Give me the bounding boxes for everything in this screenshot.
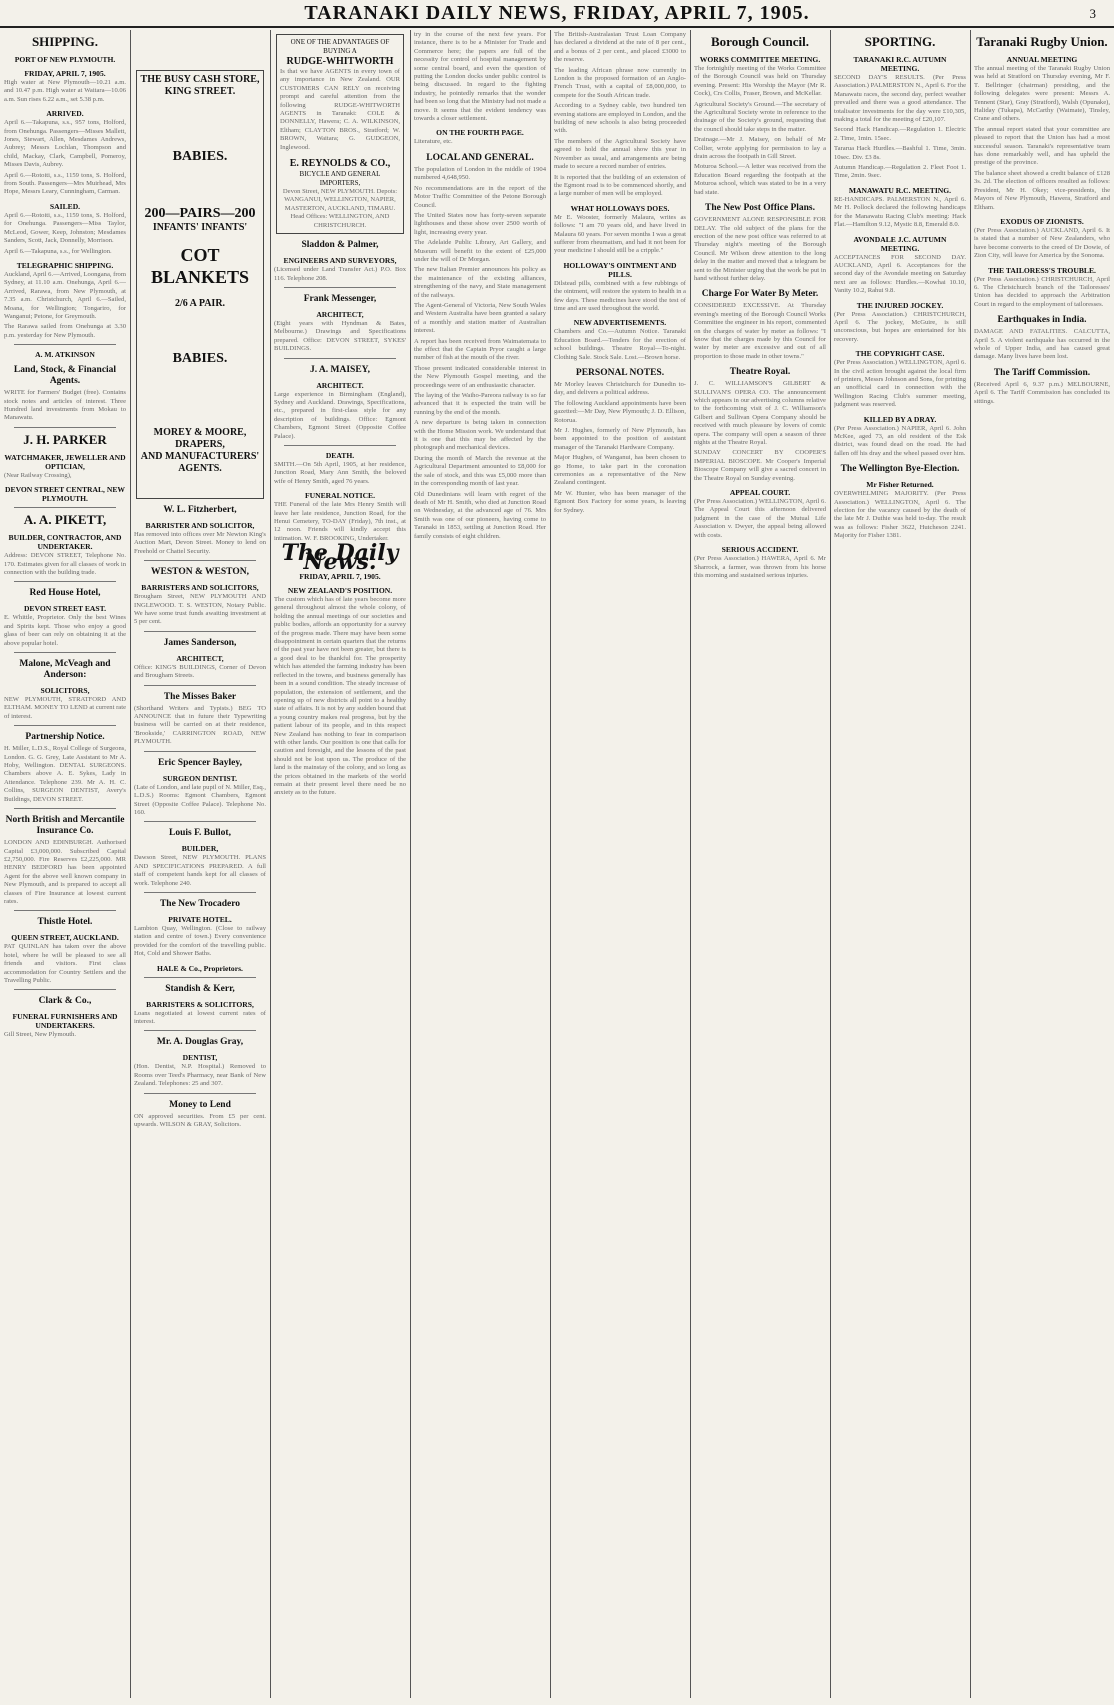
ad-gray-sub: DENTIST, [182, 1053, 218, 1063]
arrived-heading: ARRIVED. [46, 109, 84, 119]
newspaper-title: TARANAKI DAILY NEWS, FRIDAY, APRIL 7, 1905. [304, 2, 810, 24]
ad-money-title: Money to Lend [169, 1099, 231, 1110]
tide-table: High water at New Plymouth—10.21 a.m. and 10.47 p.m. High water at Waitara—10.06 a.m. Sun rises 6.22 a.m., set 5.38 p.m. [4, 79, 126, 103]
appeal-court-heading: APPEAL COURT. [729, 488, 791, 498]
ad-redhouse-title: Red House Hotel, [29, 588, 101, 599]
local-general-body: The population of London in the middle of 1904 numbered 4,648,950. No recommendations are in the report of the Motor Traffic Committee of the Petone Borough Council. The United States now has forty-seven separate lighthouses and these show over 2500 worth of light, increasing every year. The Adelaide Public Library, Art Gallery, and Museum will benefit to the extent of £25,000 under the will of Dr Morgan. The new Italian Premier announces his policy as the maintenance of the existing alliances, strengthening of the navy, and State management of the railways. The Agent-General of Victoria, New South Wales and Western Australia have been granted a salary of a monthly and station matter of Australian interest. A report has been received from Waimatemata to the effect that the Captain Pryor caught a large number of fish at the mouth of the river. Those present indicated considerable interest in the New Plymouth Gospel meeting, and the proceedings were of an enthusiastic character. The laying of the Waiho-Pareora railway is so far advanced that it is expected the train will be running by the end of the month. A new departure is being taken in connection with the Home Mission work. We understand that it is one that this may be affected by the photograph and mechanical devices. During the month of March the revenue at the Agricultural Department amounted to £8,000 for the sale of stock, and this was £5,000 more than in the corresponding month of last year. Old Dunedinians will learn with regret of the death of Mr H. Smith, who died at Junction Road on Wednesday, at the advanced age of 76. Mrs Smith was one of our pioneers, having come to Taranaki in 1853, settling at Junction Road. Her family consists of eight children. [414, 165, 546, 540]
shipping-heading: SHIPPING. [31, 34, 99, 49]
ad-malone-sub: SOLICITORS, [40, 686, 90, 696]
ad-parker-sub: WATCHMAKER, JEWELLER AND OPTICIAN, [4, 452, 126, 471]
ad-weston-sub: BARRISTERS AND SOLICITORS, [141, 583, 259, 593]
column-4: try in the course of the next few years. For instance, there is to be a Minister for Trade and Commerce here; the papers are full of the necessity for control of hospital management by some central board, and even the question of putting the London docks under public control is being discussed. In regard to the fighting industry, he pointedly remarks that the wonder had been so long that the Ministry had not made a move. It seems that the evident tendency was towards a closer settlement. ON THE FOURTH PAGE. Literature, etc. LOCAL AND GENERAL. The population of London in the middle of 1904 numbered 4,648,950. No recommendations are in the report of the Motor Traffic Committee of the Petone Borough Council. The United States now has forty-seven separate lighthouses and these show over 2500 worth of light, increasing every year. The Adelaide Public Library, Art Gallery, and Museum will benefit to the extent of £25,000 under the will of Dr Morgan. The new Italian Premier announces his policy as the maintenance of the existing alliances, strengthening of the navy, and State management of the railways. The Agent-General of Victoria, New South Wales and Western Australia have been granted a salary of a monthly and station matter of Australian interest. A report has been received from Waimatemata to the effect that the Captain Pryor caught a large number of fish at the mouth of the river. Those present indicated considerable interest in the New Plymouth Gospel meeting, and the proceedings were of an enthusiastic character. The laying of the Waiho-Pareora railway is so far advanced that it is expected the train will be running by the end of the month. A new departure is being taken in connection with the Home Mission work. We understand that it is one that this may be affected by the photograph and mechanical devices. During the month of March the revenue at the Agricultural Department amounted to £8,000 for the sale of stock, and this was £5,000 more than in the corresponding month of last year. Old Dunedinians will learn with regret of the death of Mr H. Smith, who died at Junction Road on Wednesday, at the advanced age of 76. Mrs Smith was one of our pioneers, having come to Taranaki in 1853, settling at Junction Road. Her family consists of eight children. [414, 31, 546, 540]
ad-parker-addr: DEVON STREET CENTRAL, NEW PLYMOUTH. [5, 485, 125, 504]
wellington-election-heading: The Wellington Bye-Election. [840, 464, 960, 475]
works-committee-heading: WORKS COMMITTEE MEETING. [699, 55, 821, 64]
post-office-heading: The New Post Office Plans. [704, 203, 816, 214]
editorial-heading: NEW ZEALAND'S POSITION. [287, 586, 393, 596]
ad-atkinson-title: A. M. ATKINSON [35, 350, 95, 360]
ad-sladdon-sub: ENGINEERS AND SURVEYORS, [283, 256, 397, 266]
ad-gray-title: Mr. A. Douglas Gray, [156, 1037, 244, 1048]
earthquakes-heading: Earthquakes in India. [997, 315, 1087, 326]
column-rule [130, 30, 131, 1698]
ad-sanderson-sub: ARCHITECT, [176, 653, 224, 663]
ad-standish-title: Standish & Kerr, [165, 983, 235, 994]
serious-accident-heading: SERIOUS ACCIDENT. [721, 545, 799, 555]
column-6: Borough Council. WORKS COMMITTEE MEETING. The fortnightly meeting of the Works Committee of the Borough Council was held on Thursday evening. Present: His Worship the Mayor (Mr R. Cock), Crs Collis, Fraser, Brown, and McKellar. Agricultural Society's Ground.—The secretary of the Agricultural Society wrote in reference to the drainage of the Society's ground, requesting that the council should take steps in the matter. Drainage.—Mr J. Maisey, on behalf of Mr Collier, wrote applying for permission to lay a drain across the footpath in Gill Street. Moturoa School.—A letter was received from the Education Board regarding the footpath at the Moturoa school, which was stated to be in a very bad state. The New Post Office Plans. GOVERNMENT ALONE RESPONSIBLE FOR DELAY. The old subject of the plans for the erection of the new post office was referred to at Thursday night's meeting of the Borough Council. Mr Wilson drew attention to the long delay in the matter and moved that a telegram be sent to the Minister urging that the work be put in hand without further delay. Charge For Water By Meter. CONSIDERED EXCESSIVE. At Thursday evening's meeting of the Borough Council Works Committee the engineer in his report, commented on the charges of water by meter as follows: "I know that the charges made by this Council for water by meter are excessive and out of all proportion to those made in other towns." Theatre Royal. J. C. WILLIAMSON'S GILBERT & SULLIVAN'S OPERA CO. The announcement which appears in our advertising columns relative to the forthcoming visit of J. C. Williamson's Gilbert and Sullivan Opera Company should be received with much pleasure by lovers of comic opera. The company will open a season of three nights at the Theatre Royal. SUNDAY CONCERT BY COOPER'S IMPERIAL BIOSCOPE. Mr Cooper's Imperial Bioscope Company will give a sacred concert in the Theatre Royal on Sunday evening. APPEAL COURT. (Per Press Association.) WELLINGTON, April 6. The Appeal Court this afternoon delivered judgment in the case of the Mutual Life Association v. Dwyer, the appeal being allowed with costs. SERIOUS ACCIDENT. (Per Press Association.) HAWERA, April 6. Mr Sharrock, a farmer, was thrown from his horse this morning and sustained serious injuries. [694, 34, 826, 579]
column-5: The British-Australasian Trust Loan Company has declared a dividend at the rate of 8 per cent., and a bonus of 2 per cent., and placed £3000 to the reserve. The leading African phrase now currently in London is the proposed formation of an Anglo-French Trust, with a capital of £8,000,000, to compete for the South African trade. According to a Sydney cable, two hundred ten evening stations are employed in London, and the building of new schools is also being proceeded with. The members of the Agricultural Society have agreed to hold the annual show this year in November as usual, and arrangements are being made to secure a record number of entries. It is reported that the building of an extension of the Egmont road is to be commenced shortly, and a large number of men will be employed. WHAT HOLLOWAYS DOES. Mr E. Wooster, formerly Malaura, writes as follows: "I am 70 years old, and have lived in Malaura 60 years. For seven months I was a great sufferer from rheumatism, and had it not been for your medicine I should still be a cripple." HOLLOWAY'S OINTMENT AND PILLS. Dilstead pills, combined with a few rubbings of the ointment, will restore the system to health in a few days. These medicines have stood the test of time and are used throughout the world. NEW ADVERTISEMENTS. Chambers and Co.—Autumn Notice. Taranaki Education Board.—Tenders for the erection of school buildings. Theatre Royal—To-night. Clothing Sale. Stock Sale. Lost.—Brown horse. PERSONAL NOTES. Mr Morley leaves Christchurch for Dunedin to-day, and delivers a political address. The following Auckland appointments have been gazetted:—Mr Day, New Plymouth; J. D. Ellison, Rotorua. Mr J. Hughes, formerly of New Plymouth, has been appointed to the position of assistant manager of the Taranaki Hardware Company. Major Hughes, of Wanganui, has been chosen to go Home, to take part in the coronation ceremonies as a representative of the New Zealand contingent. Mr W. Hunter, who has been manager of the Egmont Box Factory for some years, is leaving for Sydney. [554, 31, 686, 514]
column-2: THE BUSY CASH STORE, KING STREET. BABIES. 200—PAIRS—200 INFANTS' INFANTS' COT BLANKETS 2/6 A PAIR. BABIES. MOREY & MOORE, DRAPERS, AND MANUFACTURERS' AGENTS. W. L. Fitzherbert, BARRISTER AND SOLICITOR, Has removed into offices over Mr Newton King's Auction Mart, Devon Street. Money to lend on Freehold or Chattel Security. WESTON & WESTON, BARRISTERS AND SOLICITORS, Brougham Street, NEW PLYMOUTH AND INGLEWOOD. T. S. WESTON, Notary Public. We have some trust funds awaiting investment at 5 per cent. James Sanderson, ARCHITECT, Office: KING'S BUILDINGS, Corner of Devon and Brougham Streets. The Misses Baker (Shorthand Writers and Typists.) BEG TO ANNOUNCE that in future their Typewriting business will be carried on at their residence, 'Brookside,' CARRINGTON ROAD, NEW PLYMOUTH. Eric Spencer Bayley, SURGEON DENTIST. (Late of London, and late pupil of N. Miller, Esq., L.D.S.) Rooms: Egmont Chambers, Egmont Street (Opposite Coffee Palace). Telephone No. 160. Louis F. Bullot, BUILDER, Dawson Street, NEW PLYMOUTH. PLANS AND SPECIFICATIONS PREPARED. A full staff of competent hands kept for all classes of work. Telephone 240. The New Trocadero PRIVATE HOTEL. Lambton Quay, Wellington. (Close to railway station and centre of town.) Every convenience provided for the comfort of the travelling public. Hot, Cold and Shower Baths. HALE & Co., Proprietors. Standish & Kerr, BARRISTERS & SOLICITORS, Loans negotiated at lowest current rates of interest. Mr. A. Douglas Gray, DENTIST, (Hon. Dentist, N.P. Hospital.) Removed to Rooms over Teed's Pharmacy, near Bank of New Zealand. Telephones: 25 and 307. Money to Lend ON approved securities. From £5 per cent. upwards. WILSON & GRAY, Solicitors. [134, 30, 266, 1698]
ad-standish-sub: BARRISTERS & SOLICITORS, [146, 999, 254, 1009]
sailed-list: April 6.—Rotoiti, s.s., 1159 tons, S. Holford, for Onehunga. Passengers—Miss Taylor, McLeod, Gower, Keep, Johnston; Mesdames Sanders, Scott, Jack, Donnelly, Morrison. April 6.—Takapuna, s.s., for Wellington. [4, 211, 126, 255]
ad-messenger-title: Frank Messenger, [303, 293, 377, 304]
column-8: Taranaki Rugby Union. ANNUAL MEETING The annual meeting of the Taranaki Rugby Union was held at Stratford on Thursday evening, Mr F. T. Bellringer (chairman) presiding, and the following delegates were present: Messrs A. Tennent (Star), Gray (Stratford), Walsh (Opunake), Haliday (Tukapa), McCarthy (Waimate), Tinsley, Crane and others. The annual report stated that your committee are pleased to report that the Union has had a most successful season. Taranaki's representative team has done remarkably well, and has upheld the prestige of the province. The balance sheet showed a credit balance of £128 3s. 2d. The election of officers resulted as follows: President, Mr H. Okey; vice-presidents, the Mayors of New Plymouth, Hawera, Stratford and Eltham. EXODUS OF ZIONISTS. (Per Press Association.) AUCKLAND, April 6. It is stated that a number of New Zealanders, who have become converts to the creed of Dr Dowie, of Zion City, will leave for America by the Sonoma. THE TAILORESS'S TROUBLE. (Per Press Association.) CHRISTCHURCH, April 6. The Christchurch branch of the Tailoresses' Union has decided to approach the Arbitration Court in regard to the employment of tailoresses. Earthquakes in India. DAMAGE AND FATALITIES. CALCUTTA, April 5. A violent earthquake has occurred in the whole of Upper India, and has caused great damage. Many lives have been lost. The Tariff Commission. (Received April 6, 9.37 p.m.) MELBOURNE, April 6. The Tariff Commission has concluded its sittings. [974, 34, 1110, 405]
issue-date: FRIDAY, APRIL 7, 1905. [299, 572, 381, 582]
injured-jockey-heading: THE INJURED JOCKEY. [856, 300, 944, 310]
rugby-union-heading: Taranaki Rugby Union. [976, 34, 1108, 49]
column-rule [690, 30, 691, 1698]
column-rule [550, 30, 551, 1698]
telegraphic-heading: TELEGRAPHIC SHIPPING. [16, 260, 114, 270]
fisher-returned-heading: Mr Fisher Returned. [866, 480, 934, 490]
tailoress-heading: THE TAILORESS'S TROUBLE. [988, 265, 1096, 275]
sailed-heading: SAILED. [49, 201, 81, 211]
ad-weston-title: WESTON & WESTON, [151, 567, 249, 578]
ad-maisey-title: J. A. MAISEY, [309, 364, 371, 375]
ad-atkinson-sub: Land, Stock, & Financial Agents. [13, 365, 117, 387]
ad-malone-title: Malone, McVeagh and Anderson: [19, 659, 111, 681]
arrived-list: April 6.—Takapuna, s.s., 957 tons, Holford, from Onehunga. Passengers—Misses Mallett, Jones, Stewart, Allen, Mesdames Andrews, Aubrey; Messrs Lochlan, Thompson and child, Mackay, Clark, Campbell, Pomeroy, Misses Davis, Aubrey. April 6.—Rotoiti, s.s., 1159 tons, S. Holford, from South. Passengers—Mrs Muirhead, Mrs Hope, Messrs Leary, Cunningham, Carman. [4, 119, 126, 196]
masthead [0, 0, 1114, 28]
water-meter-heading: Charge For Water By Meter. [701, 289, 819, 300]
ad-parker-title: J. H. PARKER [23, 431, 107, 447]
ad-hale-title: HALE & Co., Proprietors. [157, 963, 243, 973]
fourth-page-heading: ON THE FOURTH PAGE. [436, 128, 524, 138]
ad-bullot-sub: BUILDER, [181, 844, 219, 854]
avondale-heading: AVONDALE J.C. AUTUMN MEETING. [853, 234, 947, 253]
newspaper-logo: The Daily News. [281, 540, 399, 575]
ad-bayley-sub: SURGEON DENTIST. [162, 773, 238, 783]
column-7: SPORTING. TARANAKI R.C. AUTUMN MEETING. SECOND DAY'S RESULTS. (Per Press Association.) PALMERSTON N., April 6. For the Manawatu races, the second day, perfect weather prevailed and there was a good attendance. The totalisator investments for the day were £10,305, making a total for the meeting of £20,107. Second Hack Handicap.—Regulation 1. Electric 2. Time, 1min. 15sec. Tararua Hack Hurdles.—Bashful 1. Time, 3min. 10sec. Div. £3 8s. Autumn Handicap.—Regulation 2. Fleet Foot 1. Time, 2min. 9sec. MANAWATU R.C. MEETING. RE-HANDICAPS. PALMERSTON N., April 6. Mr H. Pollock declared the following handicaps for the Manawatu Racing Club's meeting: Hack Flat.—Hamilton 9.12, Mystic 8.8, Emerald 8.0. AVONDALE J.C. AUTUMN MEETING. ACCEPTANCES FOR SECOND DAY. AUCKLAND, April 6. Acceptances for the second day of the Avondale meeting on Saturday next are as follows: Hurdles.—Kowhai 10.10, Vanity 10.2, Rahui 9.8. THE INJURED JOCKEY. (Per Press Association.) CHRISTCHURCH, April 6. The jockey, McGuire, is still unconscious, but hopes are entertained for his recovery. THE COPYRIGHT CASE. (Per Press Association.) WELLINGTON, April 6. In the civil action brought against the local firm of printers, Messrs Johnson and Sons, for printing an unofficial card in connection with the Wellington Racing Club's summer meeting, judgment was reserved. KILLED BY A DRAY. (Per Press Association.) NAPIER, April 6. John McKee, aged 73, an old resident of the Esk district, was found dead on the road. He had fallen off his dray and the wheel passed over him. The Wellington Bye-Election. Mr Fisher Returned. OVERWHELMING MAJORITY. (Per Press Association.) WELLINGTON, April 6. The election for the vacancy caused by the death of the late Mr J. Duthie was held to-day. The result was as follows: Fisher 3622, Hutcheson 2241. Majority for Fisher 1381. [834, 34, 966, 540]
ad-pikett-sub: BUILDER, CONTRACTOR, AND UNDERTAKER. [8, 533, 122, 552]
ad-sanderson-title: James Sanderson, [163, 637, 237, 648]
editorial-body: The custom which has of late years become more general throughout almost the whole colony, of holding the annual meetings of our societies and public bodies, affords an opportunity for a survey of the progress made. There may have been some disappointment in certain quarters that the returns of the past year have not been greater, but there is a good deal to be thankful for. The prosperity which has attended the farming industry has been reflected in the towns, and business generally has been in a sound condition. The steady increase of population, the extension of settlement, and the opening up of new districts all point to a healthy state of affairs. It is not by any sudden bound that a young country makes real progress, but by the patient labour of its people, and in this respect New Zealand has nothing to fear in comparison with other lands. Our position is one that calls for caution and foresight, and the lessons of the past should not be lost upon us. The produce of the land is the mainstay of the colony, and so long as the prices obtained in the markets of the world remain at their present level there need be no anxiety as to the future. [274, 596, 406, 797]
ad-baker-title: The Misses Baker [163, 691, 237, 702]
personal-notes-heading: PERSONAL NOTES. [575, 368, 665, 378]
exodus-heading: EXODUS OF ZIONISTS. [1000, 216, 1084, 226]
copyright-heading: THE COPYRIGHT CASE. [855, 349, 945, 359]
ad-redhouse-sub: DEVON STREET EAST. [23, 604, 107, 614]
funeral-heading: FUNERAL NOTICE. [304, 491, 376, 501]
ad-fitzherbert-sub: BARRISTER AND SOLICITOR, [145, 521, 255, 530]
port-heading: PORT OF NEW PLYMOUTH. [14, 55, 116, 64]
ad-partnership-title: Partnership Notice. [25, 732, 105, 743]
column-rule [830, 30, 831, 1698]
ad-busy-cash-store: THE BUSY CASH STORE, KING STREET. BABIES. 200—PAIRS—200 INFANTS' INFANTS' COT BLANKETS 2/6 A PAIR. BABIES. MOREY & MOORE, DRAPERS, AND MANUFACTURERS' AGENTS. [136, 70, 264, 499]
holloways-ointment-heading: HOLLOWAY'S OINTMENT AND PILLS. [563, 260, 677, 279]
ad-pikett-title: A. A. PIKETT, [23, 512, 107, 528]
ad-clark-title: Clark & Co., [38, 996, 92, 1007]
ad-clark-sub: FUNERAL FURNISHERS AND UNDERTAKERS. [12, 1012, 118, 1031]
ad-thistle-title: Thistle Hotel. [37, 917, 93, 928]
column-3: ONE OF THE ADVANTAGES OF BUYING A RUDGE-WHITWORTH Is that we have AGENTS in every town of any importance in New Zealand. OUR CUSTOMERS CAN RELY on receiving prompt and careful attention from the following RUDGE-WHITWORTH AGENTS in Taranaki: COLE & DONNELLY, Hawera; C. A. WILKINSON, Eltham; CLAYTON BROS., Stratford; W. BROWN, Waitara; G. GUDGEON, Inglewood. E. REYNOLDS & CO., BICYCLE AND GENERAL IMPORTERS, Devon Street, NEW PLYMOUTH. Depots: WANGANUI, WELLINGTON, NAPIER, MASTERTON, AUCKLAND, TIMARU. Head Offices: WELLINGTON, AND CHRISTCHURCH. Sladdon & Palmer, ENGINEERS AND SURVEYORS, (Licensed under Land Transfer Act.) P.O. Box 116. Telephone 208. Frank Messenger, ARCHITECT, (Eight years with Hyndman & Bates, Melbourne.) Drawings and Specifications prepared. Office: DEVON STREET, SYKES' BUILDINGS. J. A. MAISEY, ARCHITECT. Large experience in Birmingham (England), Sydney and Auckland. Drawings, Specifications, etc., prepared in first-class style for any description of buildings. Office: Egmont Chambers, Egmont Street (Opposite Coffee Palace). DEATH. SMITH.—On 5th April, 1905, at her residence, Junction Road, Mary Ann Smith, the beloved wife of Henry Smith, aged 76 years. FUNERAL NOTICE. THE Funeral of the late Mrs Henry Smith will leave her late residence, Junction Road, for the Henui Cemetery, TO-DAY (Friday), 7th inst., at 12 noon. Friends will kindly accept this intimation. W. F. BROOKING, Undertaker. The Daily News. FRIDAY, APRIL 7, 1905. NEW ZEALAND'S POSITION. The custom which has of late years become more general throughout almost the whole colony, of holding the annual meetings of our societies and public bodies, affords an opportunity for a survey of the progress made. There may have been some disappointment in certain quarters that the returns of the past year have not been greater, but there is a good deal to be thankful for. The prosperity which has attended the farming industry has been reflected in the towns, and business generally has been in a sound condition. The steady increase of population, the extension of settlement, and the opening up of new districts all point to a healthy state of affairs. It is not by any sudden bound that a young country makes real progress, but by the patient labour of its people, and in this respect New Zealand has nothing to fear in comparison with other lands. Our position is one that calls for caution and foresight, and the lessons of the past should not be lost upon us. The produce of the land is the mainstay of the colony, and so long as the prices obtained in the markets of the world remain at their present level there need be no anxiety as to the future. [274, 30, 406, 1698]
ad-thistle-sub: QUEEN STREET, AUCKLAND. [11, 933, 119, 943]
page-number: 3 [1089, 6, 1096, 21]
ad-trocadero-title: The New Trocadero [159, 898, 241, 909]
holloways-heading: WHAT HOLLOWAYS DOES. [570, 203, 670, 213]
local-general-heading: LOCAL AND GENERAL. [426, 152, 534, 163]
tariff-commission-heading: The Tariff Commission. [993, 367, 1091, 378]
taranaki-rc-heading: TARANAKI R.C. AUTUMN MEETING. [853, 55, 947, 73]
manawatu-heading: MANAWATU R.C. MEETING. [848, 185, 952, 195]
ad-fitzherbert-title: W. L. Fitzherbert, [163, 505, 237, 515]
ad-northbritish-title: North British and Mercantile Insurance Co. [5, 815, 125, 837]
shipping-date: FRIDAY, APRIL 7, 1905. [24, 69, 106, 78]
death-heading: DEATH. [325, 450, 355, 460]
ad-bullot-title: Louis F. Bullot, [169, 828, 231, 839]
ad-sladdon-title: Sladdon & Palmer, [301, 240, 379, 251]
telegraphic-list: Auckland, April 6.—Arrived, Loongana, from Sydney, at 11.10 a.m. Onehunga, April 6.—Arrived, Rarawa, from New Plymouth, at 7.35 a.m. Christchurch, April 6.—Sailed, Moana, for Wellington; Tongariro, for Wanganui; Petone, for Greymouth. The Rarawa sailed from Onehunga at 3.30 p.m. yesterday for New Plymouth. [4, 270, 126, 339]
sporting-heading: SPORTING. [864, 34, 936, 49]
ad-messenger-sub: ARCHITECT, [316, 309, 364, 319]
ad-trocadero-sub: PRIVATE HOTEL. [168, 914, 232, 924]
new-ads-heading: NEW ADVERTISEMENTS. [573, 318, 667, 328]
column-1: SHIPPING. PORT OF NEW PLYMOUTH. FRIDAY, APRIL 7, 1905. High water at New Plymouth—10.21 a.m. and 10.47 p.m. High water at Waitara—10.06 a.m. Sun rises 6.22 a.m., set 5.38 p.m. ARRIVED. April 6.—Takapuna, s.s., 957 tons, Holford, from Onehunga. Passengers—Misses Mallett, Jones, Stewart, Allen, Mesdames Andrews, Aubrey; Messrs Lochlan, Thompson and child, Mackay, Clark, Campbell, Pomeroy, Misses Davis, Aubrey. April 6.—Rotoiti, s.s., 1159 tons, S. Holford, from South. Passengers—Mrs Muirhead, Mrs Hope, Messrs Leary, Cunningham, Carman. SAILED. April 6.—Rotoiti, s.s., 1159 tons, S. Holford, for Onehunga. Passengers—Miss Taylor, McLeod, Gower, Keep, Johnston; Mesdames Sanders, Scott, Jack, Donnelly, Morrison. April 6.—Takapuna, s.s., for Wellington. TELEGRAPHIC SHIPPING. Auckland, April 6.—Arrived, Loongana, from Sydney, at 11.10 a.m. Onehunga, April 6.—Arrived, Rarawa, from New Plymouth, at 7.35 a.m. Christchurch, April 6.—Sailed, Moana, for Wellington; Tongariro, for Wanganui; Petone, for Greymouth. The Rarawa sailed from Onehunga at 3.30 p.m. yesterday for New Plymouth. A. M. ATKINSON Land, Stock, & Financial Agents. WRITE for Farmers' Budget (free). Contains stock notes and articles of interest. Three Hundred land investments from Mokau to Manawatu. J. H. PARKER WATCHMAKER, JEWELLER AND OPTICIAN, (Near Railway Crossing), DEVON STREET CENTRAL, NEW PLYMOUTH. A. A. PIKETT, BUILDER, CONTRACTOR, AND UNDERTAKER. Address: DEVON STREET, Telephone No. 170. Estimates given for all classes of work in connection with the building trade. Red House Hotel, DEVON STREET EAST. E. Whittle, Proprietor. Only the best Wines and Spirits kept. Those who enjoy a good glass of beer can rely on obtaining it at the above popular hotel. Malone, McVeagh and Anderson: SOLICITORS, NEW PLYMOUTH, STRATFORD AND ELTHAM. MONEY TO LEND at current rate of interest. Partnership Notice. H. Miller, L.D.S., Royal College of Surgeons, London. G. G. Grey, Late Assistant to Mr A. Hoby, Wellington. DENTAL SURGEONS. Chambers above A. E. Sykes, Lady in Attendance. Telephone 239. Mr A. H. C. Collins, SURGEON DENTIST, Avery's Buildings, DEVON STREET. North British and Mercantile Insurance Co. LONDON AND EDINBURGH. Authorised Capital £3,000,000. Subscribed Capital £2,750,000. Fire Reserves £2,225,000. MR HENRY BEDFORD has been appointed Agent for the above well known company in New Plymouth, and is prepared to accept all classes of Fire Insurance at lowest current rates. Thistle Hotel. QUEEN STREET, AUCKLAND. PAT QUINLAN has taken over the above hotel, where he will be pleased to see all friends and visitors. First class accommodation for Country Settlers and the Travelling Public. Clark & Co., FUNERAL FURNISHERS AND UNDERTAKERS. Gill Street, New Plymouth. [4, 34, 126, 1039]
column-rule [970, 30, 971, 1698]
annual-meeting-heading: ANNUAL MEETING [1006, 55, 1078, 64]
column-rule [270, 30, 271, 1698]
ad-bayley-title: Eric Spencer Bayley, [158, 757, 242, 768]
column-rule [410, 30, 411, 1698]
ad-rudge-whitworth: ONE OF THE ADVANTAGES OF BUYING A RUDGE-WHITWORTH Is that we have AGENTS in every town of any importance in New Zealand. OUR CUSTOMERS CAN RELY on receiving prompt and careful attention from the following RUDGE-WHITWORTH AGENTS in Taranaki: COLE & DONNELLY, Hawera; C. A. WILKINSON, Eltham; CLAYTON BROS., Stratford; W. BROWN, Waitara; G. GUDGEON, Inglewood. E. REYNOLDS & CO., BICYCLE AND GENERAL IMPORTERS, Devon Street, NEW PLYMOUTH. Depots: WANGANUI, WELLINGTON, NAPIER, MASTERTON, AUCKLAND, TIMARU. Head Offices: WELLINGTON, AND CHRISTCHURCH. [276, 34, 404, 234]
killed-dray-heading: KILLED BY A DRAY. [863, 414, 937, 424]
borough-council-heading: Borough Council. [710, 34, 809, 49]
ad-maisey-sub: ARCHITECT. [316, 380, 364, 390]
theatre-royal-heading: Theatre Royal. [729, 367, 791, 378]
